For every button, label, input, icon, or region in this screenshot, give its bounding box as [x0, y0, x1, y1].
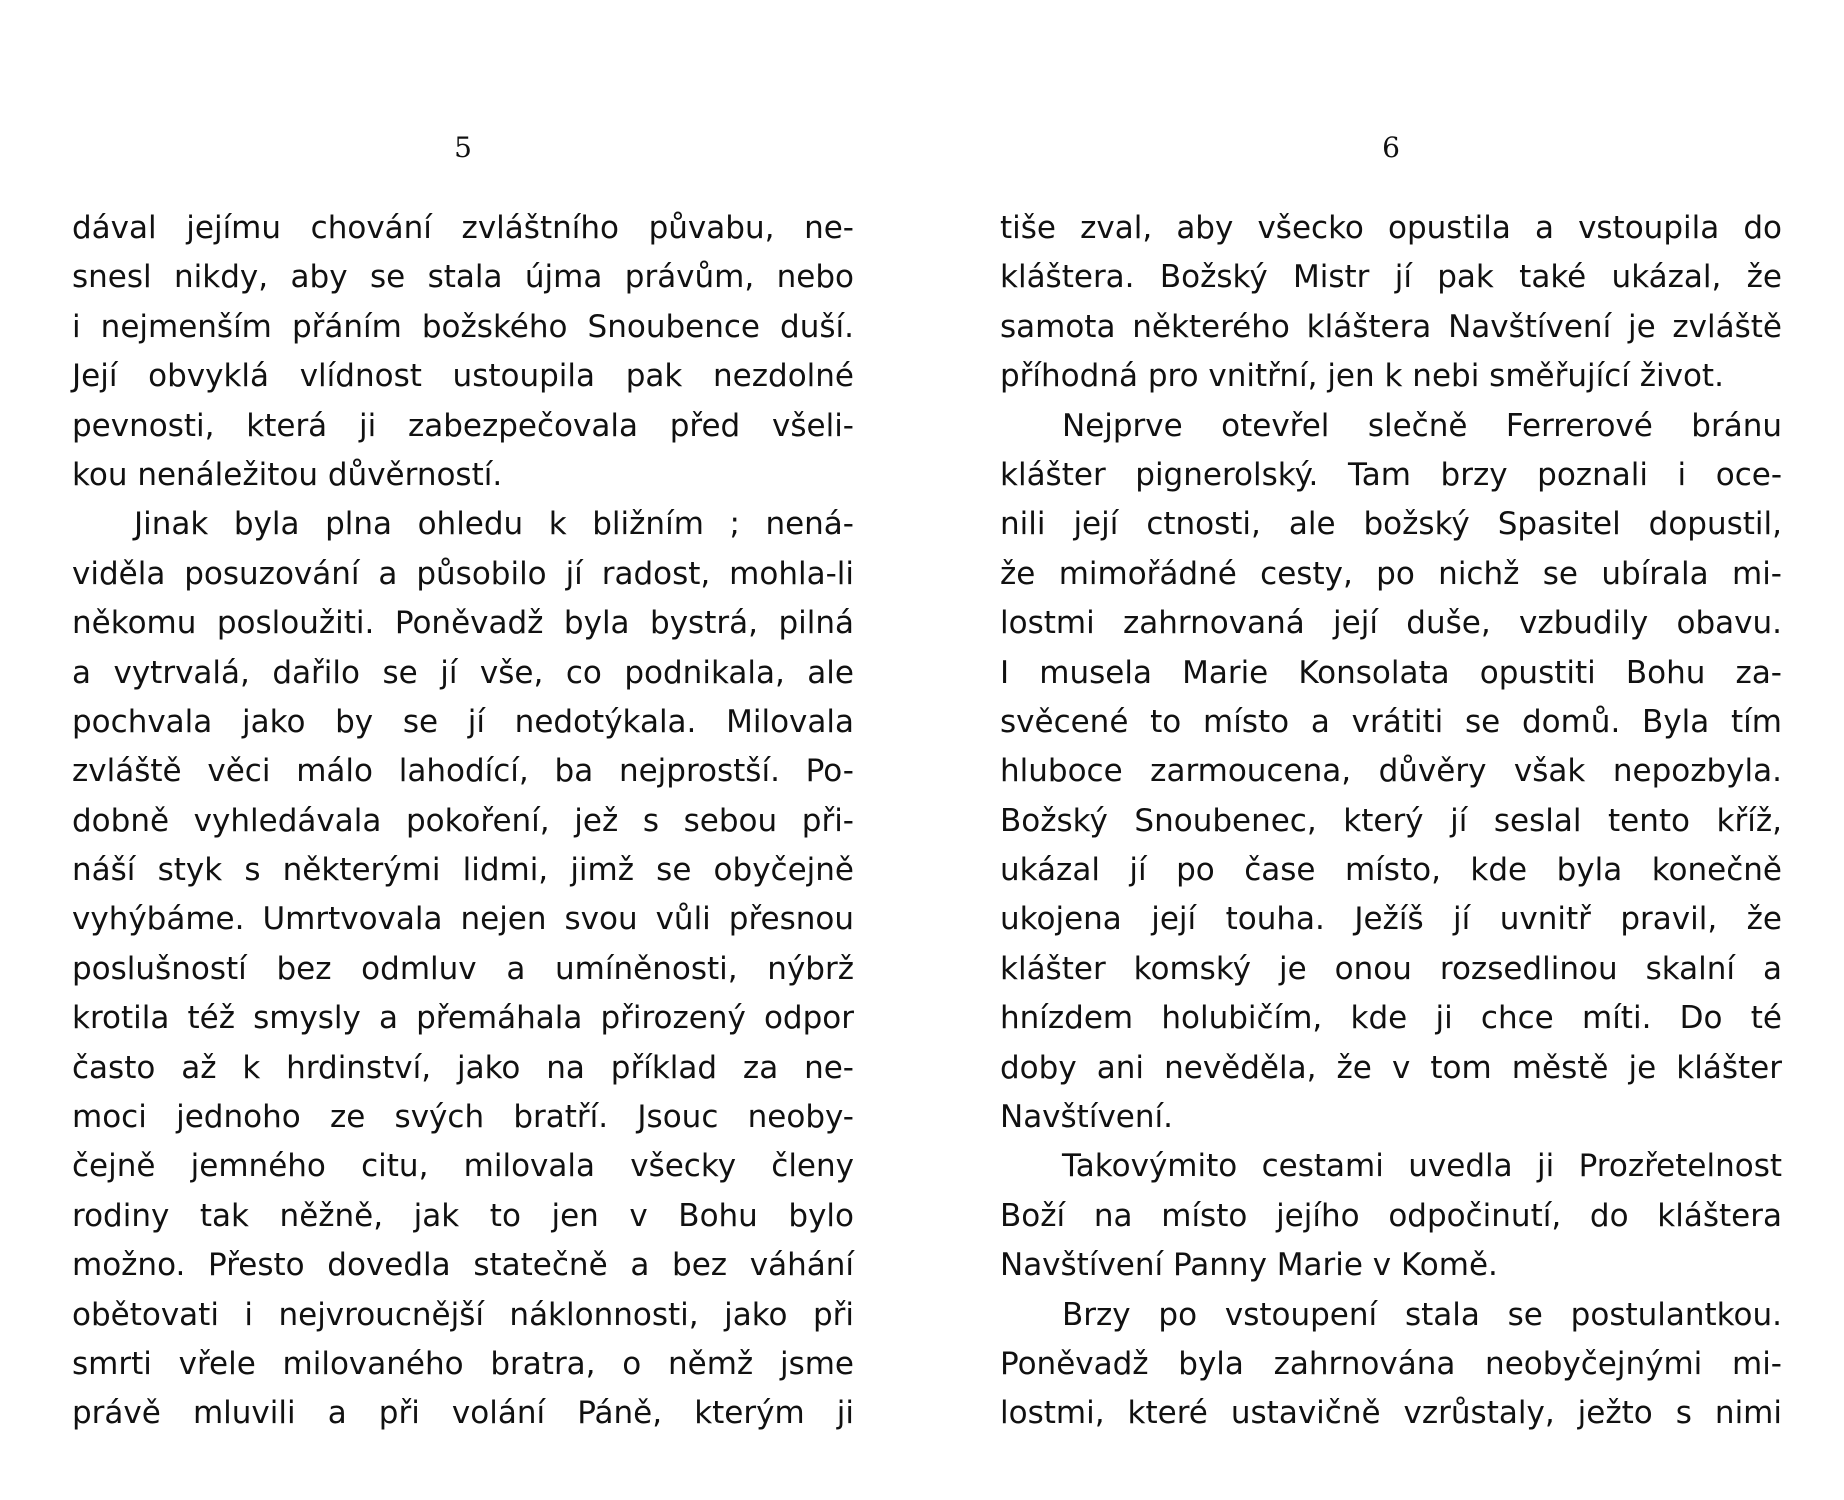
left-page	[72, 0, 854, 1500]
text-line: dobně vyhledávala pokoření, jež s sebou při-	[72, 802, 854, 839]
text-line: někomu posloužiti. Poněvadž byla bystrá, pilná	[72, 605, 854, 642]
text-line: hnízdem holubičím, kde ji chce míti. Do té	[1000, 1000, 1782, 1037]
text-line: kou nenáležitou důvěrností.	[72, 456, 503, 493]
text-line: snesl nikdy, aby se stala újma právům, nebo	[72, 259, 854, 296]
text-line: doby ani nevěděla, že v tom městě je klášter	[1000, 1049, 1782, 1086]
text-line: Takovýmito cestami uvedla ji Prozřetelnost	[1062, 1148, 1782, 1185]
right-page	[1000, 0, 1782, 1500]
text-line: poslušností bez odmluv a umíněnosti, nýbrž	[72, 950, 854, 987]
text-line: právě mluvili a při volání Páně, kterým ji	[72, 1395, 854, 1432]
text-line: kláštera. Božský Mistr jí pak také ukázal, že	[1000, 259, 1782, 296]
text-line: možno. Přesto dovedla statečně a bez váhání	[72, 1247, 854, 1284]
page-text	[1000, 204, 1782, 1439]
text-line: moci jednoho ze svých bratří. Jsouc neoby-	[72, 1099, 854, 1136]
text-line: Nejprve otevřel slečně Ferrerové bránu	[1062, 407, 1782, 444]
text-line: vyhýbáme. Umrtvovala nejen svou vůli přesnou	[72, 901, 854, 938]
text-line: pevnosti, která ji zabezpečovala před všeli-	[72, 407, 854, 444]
text-line: pochvala jako by se jí nedotýkala. Milovala	[72, 703, 854, 740]
text-line: Navštívení.	[1000, 1099, 1173, 1136]
text-line: Boží na místo jejího odpočinutí, do kláštera	[1000, 1197, 1782, 1234]
text-line: rodiny tak něžně, jak to jen v Bohu bylo	[72, 1197, 854, 1234]
text-line: Poněvadž byla zahrnována neobyčejnými mi-	[1000, 1345, 1782, 1382]
page-number: 5	[454, 131, 472, 164]
text-line: klášter pignerolský. Tam brzy poznali i oce-	[1000, 456, 1782, 493]
text-line: lostmi zahrnovaná její duše, vzbudily obavu.	[1000, 605, 1782, 642]
text-line: že mimořádné cesty, po nichž se ubírala mi-	[1000, 555, 1782, 592]
text-line: lostmi, které ustavičně vzrůstaly, ježto s nimi	[1000, 1395, 1782, 1432]
text-line: samota některého kláštera Navštívení je zvláště	[1000, 308, 1782, 345]
text-line: Božský Snoubenec, který jí seslal tento kříž,	[1000, 802, 1782, 839]
text-line: i nejmenším přáním božského Snoubence duší.	[72, 308, 854, 345]
page-text	[72, 204, 854, 1439]
text-line: dával jejímu chování zvláštního půvabu, ne-	[72, 210, 854, 246]
text-line: smrti vřele milovaného bratra, o němž jsme	[72, 1345, 854, 1382]
text-line: obětovati i nejvroucnější náklonnosti, jako při	[72, 1296, 854, 1333]
text-line: tiše zval, aby všecko opustila a vstoupila do	[1000, 210, 1782, 246]
text-line: ukázal jí po čase místo, kde byla konečně	[1000, 852, 1782, 889]
text-line: krotila též smysly a přemáhala přirozený odpor	[72, 1000, 854, 1037]
text-line: hluboce zarmoucena, důvěry však nepozbyla.	[1000, 753, 1782, 790]
text-line: viděla posuzování a působilo jí radost, mohla-li	[72, 555, 854, 592]
text-line: Brzy po vstoupení stala se postulantkou.	[1062, 1296, 1782, 1333]
text-line: I musela Marie Konsolata opustiti Bohu za-	[1000, 654, 1782, 691]
text-line: klášter komský je onou rozsedlinou skalní a	[1000, 950, 1782, 987]
text-line: nili její ctnosti, ale božský Spasitel dopustil,	[1000, 506, 1782, 543]
text-line: často až k hrdinství, jako na příklad za ne-	[72, 1049, 854, 1086]
text-line: ukojena její touha. Ježíš jí uvnitř pravil, že	[1000, 901, 1782, 938]
text-line: zvláště věci málo lahodící, ba nejprostší. Po-	[72, 753, 854, 790]
text-line: Navštívení Panny Marie v Komě.	[1000, 1247, 1498, 1284]
text-line: a vytrvalá, dařilo se jí vše, co podnikala, ale	[72, 654, 854, 691]
text-line: Jinak byla plna ohledu k bližním ; nená-	[134, 506, 854, 543]
text-line: náší styk s některými lidmi, jimž se obyčejně	[72, 852, 854, 889]
text-line: Její obvyklá vlídnost ustoupila pak nezdolné	[72, 358, 854, 395]
page-number: 6	[1382, 131, 1400, 164]
text-line: příhodná pro vnitřní, jen k nebi směřující život.	[1000, 358, 1724, 395]
text-line: svěcené to místo a vrátiti se domů. Byla tím	[1000, 703, 1782, 740]
text-line: čejně jemného citu, milovala všecky členy	[72, 1148, 854, 1185]
